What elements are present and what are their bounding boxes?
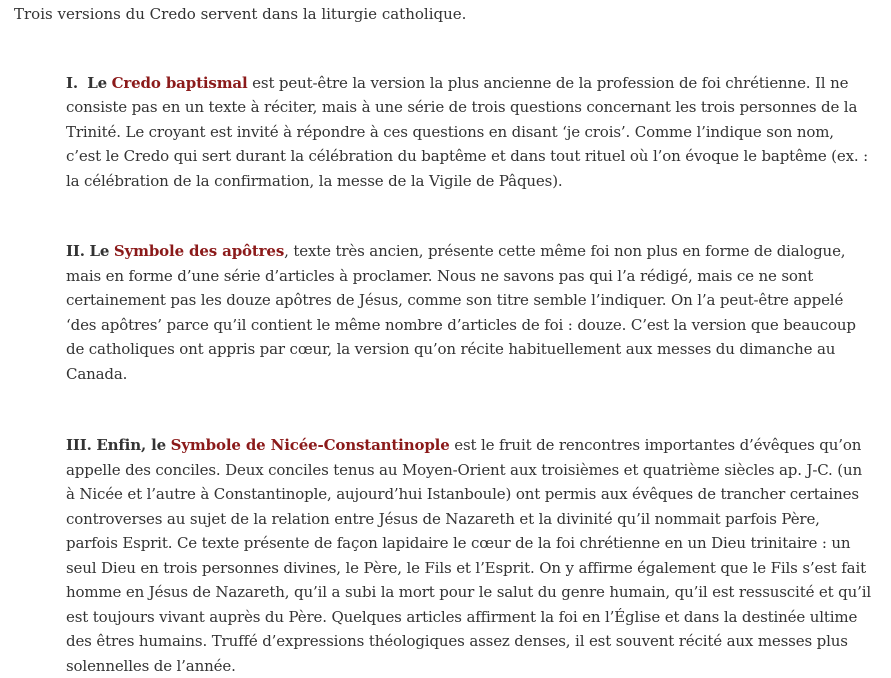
section-symbole-des-apotres	[66, 239, 872, 386]
section-lead: Le	[89, 242, 110, 260]
section-symbole-de-nicee	[66, 433, 872, 678]
intro-paragraph: Trois versions du Credo servent dans la liturgie catholique.	[14, 5, 467, 23]
section-body: est peut-être la version la plus ancienne de la profession de foi chrétienne. Il ne consiste pas en un texte à réciter, mais à une série de trois questions concernant les trois personnes de la Trinité. Le croyant est invité à répondre à ces questions en disant ‘je crois’. Comme l’indique son nom, c’est le Credo qui sert durant la célébration du baptême et dans tout rituel où l’on évoque le baptême (ex. : la célébration de la confirmation, la messe de la Vigile de Pâques).	[66, 73, 869, 190]
section-credo-baptismal	[66, 71, 872, 194]
section-lead: Enfin, le	[96, 436, 167, 454]
term-credo-baptismal: Credo baptismal	[111, 73, 248, 92]
term-symbole-des-apotres: Symbole des apôtres	[113, 242, 285, 260]
term-symbole-de-nicee-constantinople: Symbole de Nicée-Constantinople	[170, 436, 450, 454]
section-body: est le fruit de rencontres importantes d’évêques qu’on appelle des conciles. Deux conciles tenus au Moyen-Orient aux troisièmes et quatrième siècles ap. J-C. (un à Nicée et l’autre à Constantinople, aujourd’hui Istanboule) ont permis aux évêques de trancher certaines controverses au sujet de la relation entre Jésus de Nazareth et la divinité qu’il nommait parfois Père, parfois Esprit. Ce texte présente de façon lapidaire le cœur de la foi chrétienne en un Dieu trinitaire : un seul Dieu en trois personnes divines, le Père, le Fils et l’Esprit. On y affirme également que le Fils s’est fait homme en Jésus de Nazareth, qu’il a subi la mort pour le salut du genre humain, qu’il est ressuscité et qu’il est toujours vivant auprès du Père. Quelques articles affirment la foi en l’Église et dans la destinée ultime des êtres humains. Truffé d’expressions théologiques assez denses, il est souvent récité aux messes plus solennelles de l’année.	[66, 436, 872, 675]
section-numeral: II.	[66, 242, 85, 260]
section-numeral: I.	[66, 73, 78, 92]
section-body: , texte très ancien, présente cette même foi non plus en forme de dialogue, mais en forme d’une série d’articles à proclamer. Nous ne savons pas qui l’a rédigé, mais ce ne sont certainement pas les douze apôtres de Jésus, comme son titre semble l’indiquer. On l’a peut-être appelé ‘des apôtres’ parce qu’il contient le même nombre d’articles de foi : douze. C’est la version que beaucoup de catholiques ont appris par cœur, la version qu’on récite habituellement aux messes du dimanche au Canada.	[66, 242, 856, 383]
section-lead: Le	[87, 73, 107, 92]
section-numeral: III.	[66, 436, 92, 454]
